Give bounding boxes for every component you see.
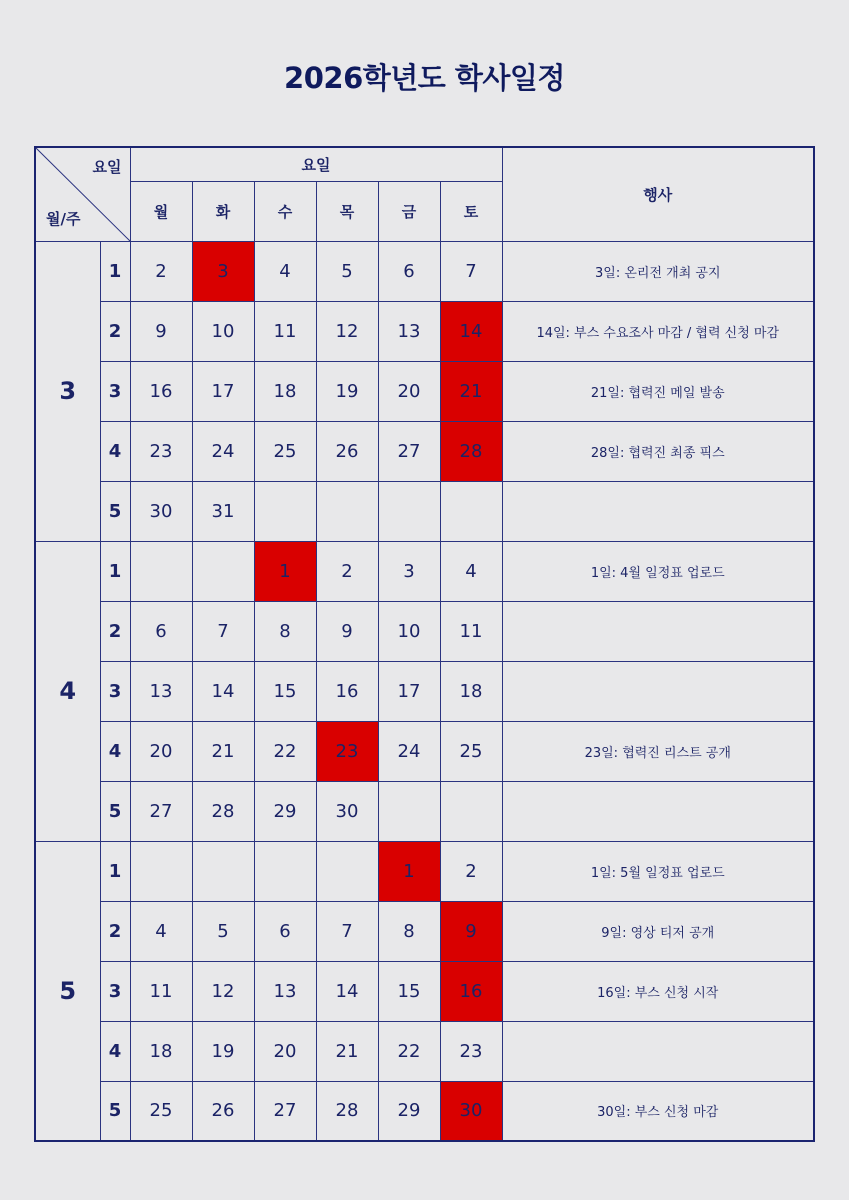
date-cell xyxy=(192,841,254,901)
day-header-3: 목 xyxy=(316,181,378,241)
week-number-cell: 4 xyxy=(100,1021,130,1081)
date-cell: 20 xyxy=(378,361,440,421)
date-cell: 4 xyxy=(254,241,316,301)
event-cell: 16일: 부스 신청 시작 xyxy=(502,961,814,1021)
event-cell: 28일: 협력진 최종 픽스 xyxy=(502,421,814,481)
days-group-header: 요일 xyxy=(130,147,502,181)
date-cell: 30 xyxy=(316,781,378,841)
corner-header-cell xyxy=(35,147,130,241)
date-cell: 17 xyxy=(192,361,254,421)
date-cell: 24 xyxy=(192,421,254,481)
date-cell: 22 xyxy=(378,1021,440,1081)
date-cell: 27 xyxy=(254,1081,316,1141)
highlighted-date-cell: 1 xyxy=(378,841,440,901)
date-cell: 23 xyxy=(130,421,192,481)
date-cell: 25 xyxy=(130,1081,192,1141)
date-cell: 6 xyxy=(378,241,440,301)
date-cell: 19 xyxy=(316,361,378,421)
event-cell xyxy=(502,661,814,721)
week-row xyxy=(35,301,814,361)
event-cell: 1일: 4월 일정표 업로드 xyxy=(502,541,814,601)
events-header: 행사 xyxy=(502,147,814,241)
week-row xyxy=(35,421,814,481)
highlighted-date-cell: 3 xyxy=(192,241,254,301)
week-row xyxy=(35,961,814,1021)
highlighted-date-cell: 28 xyxy=(440,421,502,481)
corner-monthweek-label: 월/주 xyxy=(46,209,81,228)
week-number-cell: 4 xyxy=(100,721,130,781)
date-cell: 6 xyxy=(130,601,192,661)
date-cell: 15 xyxy=(378,961,440,1021)
week-number-cell: 5 xyxy=(100,481,130,541)
schedule-body xyxy=(35,241,814,1141)
date-cell: 7 xyxy=(440,241,502,301)
date-cell: 13 xyxy=(130,661,192,721)
week-number-cell: 3 xyxy=(100,961,130,1021)
event-cell: 21일: 협력진 메일 발송 xyxy=(502,361,814,421)
week-number-cell: 1 xyxy=(100,241,130,301)
date-cell: 21 xyxy=(316,1021,378,1081)
page-title: 2026학년도 학사일정 xyxy=(284,61,565,95)
date-cell xyxy=(378,781,440,841)
date-cell: 26 xyxy=(192,1081,254,1141)
date-cell: 2 xyxy=(440,841,502,901)
date-cell: 8 xyxy=(254,601,316,661)
schedule-table xyxy=(34,146,815,1142)
highlighted-date-cell: 23 xyxy=(316,721,378,781)
date-cell: 10 xyxy=(192,301,254,361)
date-cell: 2 xyxy=(316,541,378,601)
week-row xyxy=(35,541,814,601)
month-cell: 3 xyxy=(35,241,100,541)
event-cell xyxy=(502,1021,814,1081)
event-cell: 3일: 온리전 개최 공지 xyxy=(502,241,814,301)
event-cell: 23일: 협력진 리스트 공개 xyxy=(502,721,814,781)
date-cell: 25 xyxy=(440,721,502,781)
day-header-2: 수 xyxy=(254,181,316,241)
highlighted-date-cell: 14 xyxy=(440,301,502,361)
date-cell xyxy=(130,541,192,601)
highlighted-date-cell: 21 xyxy=(440,361,502,421)
week-row xyxy=(35,841,814,901)
week-number-cell: 2 xyxy=(100,301,130,361)
date-cell: 14 xyxy=(192,661,254,721)
week-row xyxy=(35,781,814,841)
date-cell: 16 xyxy=(130,361,192,421)
week-row xyxy=(35,361,814,421)
date-cell xyxy=(130,841,192,901)
date-cell: 25 xyxy=(254,421,316,481)
date-cell: 24 xyxy=(378,721,440,781)
date-cell: 18 xyxy=(254,361,316,421)
date-cell: 9 xyxy=(130,301,192,361)
date-cell: 18 xyxy=(130,1021,192,1081)
date-cell: 17 xyxy=(378,661,440,721)
week-row xyxy=(35,661,814,721)
week-row xyxy=(35,1081,814,1141)
week-number-cell: 1 xyxy=(100,841,130,901)
event-cell: 30일: 부스 신청 마감 xyxy=(502,1081,814,1141)
event-cell xyxy=(502,601,814,661)
month-cell: 5 xyxy=(35,841,100,1141)
date-cell: 19 xyxy=(192,1021,254,1081)
week-number-cell: 1 xyxy=(100,541,130,601)
date-cell: 20 xyxy=(130,721,192,781)
week-number-cell: 2 xyxy=(100,601,130,661)
date-cell: 23 xyxy=(440,1021,502,1081)
date-cell: 10 xyxy=(378,601,440,661)
date-cell: 29 xyxy=(254,781,316,841)
week-row xyxy=(35,721,814,781)
highlighted-date-cell: 9 xyxy=(440,901,502,961)
date-cell: 21 xyxy=(192,721,254,781)
date-cell: 7 xyxy=(316,901,378,961)
date-cell: 22 xyxy=(254,721,316,781)
date-cell: 4 xyxy=(130,901,192,961)
date-cell: 26 xyxy=(316,421,378,481)
date-cell: 14 xyxy=(316,961,378,1021)
date-cell: 16 xyxy=(316,661,378,721)
day-header-4: 금 xyxy=(378,181,440,241)
date-cell: 31 xyxy=(192,481,254,541)
month-cell: 4 xyxy=(35,541,100,841)
date-cell: 27 xyxy=(130,781,192,841)
date-cell: 7 xyxy=(192,601,254,661)
day-header-1: 화 xyxy=(192,181,254,241)
event-cell: 1일: 5월 일정표 업로드 xyxy=(502,841,814,901)
date-cell: 27 xyxy=(378,421,440,481)
day-header-5: 토 xyxy=(440,181,502,241)
week-number-cell: 4 xyxy=(100,421,130,481)
date-cell: 29 xyxy=(378,1081,440,1141)
date-cell xyxy=(316,841,378,901)
corner-day-label: 요일 xyxy=(92,158,122,176)
date-cell: 5 xyxy=(192,901,254,961)
date-cell: 28 xyxy=(192,781,254,841)
date-cell: 11 xyxy=(130,961,192,1021)
event-cell xyxy=(502,781,814,841)
week-row xyxy=(35,241,814,301)
date-cell: 4 xyxy=(440,541,502,601)
day-header-0: 월 xyxy=(130,181,192,241)
week-number-cell: 3 xyxy=(100,661,130,721)
date-cell xyxy=(378,481,440,541)
date-cell: 8 xyxy=(378,901,440,961)
week-number-cell: 5 xyxy=(100,1081,130,1141)
date-cell xyxy=(316,481,378,541)
date-cell: 28 xyxy=(316,1081,378,1141)
date-cell xyxy=(254,841,316,901)
date-cell xyxy=(192,541,254,601)
week-number-cell: 5 xyxy=(100,781,130,841)
date-cell: 12 xyxy=(192,961,254,1021)
date-cell: 11 xyxy=(254,301,316,361)
date-cell xyxy=(440,781,502,841)
date-cell: 13 xyxy=(254,961,316,1021)
date-cell: 3 xyxy=(378,541,440,601)
date-cell: 15 xyxy=(254,661,316,721)
date-cell: 9 xyxy=(316,601,378,661)
date-cell: 13 xyxy=(378,301,440,361)
date-cell xyxy=(440,481,502,541)
date-cell: 18 xyxy=(440,661,502,721)
week-row xyxy=(35,601,814,661)
date-cell: 30 xyxy=(130,481,192,541)
week-number-cell: 3 xyxy=(100,361,130,421)
week-number-cell: 2 xyxy=(100,901,130,961)
highlighted-date-cell: 16 xyxy=(440,961,502,1021)
event-cell: 14일: 부스 수요조사 마감 / 협력 신청 마감 xyxy=(502,301,814,361)
date-cell: 2 xyxy=(130,241,192,301)
week-row xyxy=(35,901,814,961)
week-row xyxy=(35,1021,814,1081)
date-cell: 11 xyxy=(440,601,502,661)
highlighted-date-cell: 30 xyxy=(440,1081,502,1141)
date-cell xyxy=(254,481,316,541)
date-cell: 20 xyxy=(254,1021,316,1081)
highlighted-date-cell: 1 xyxy=(254,541,316,601)
event-cell: 9일: 영상 티저 공개 xyxy=(502,901,814,961)
date-cell: 12 xyxy=(316,301,378,361)
date-cell: 6 xyxy=(254,901,316,961)
week-row xyxy=(35,481,814,541)
event-cell xyxy=(502,481,814,541)
date-cell: 5 xyxy=(316,241,378,301)
